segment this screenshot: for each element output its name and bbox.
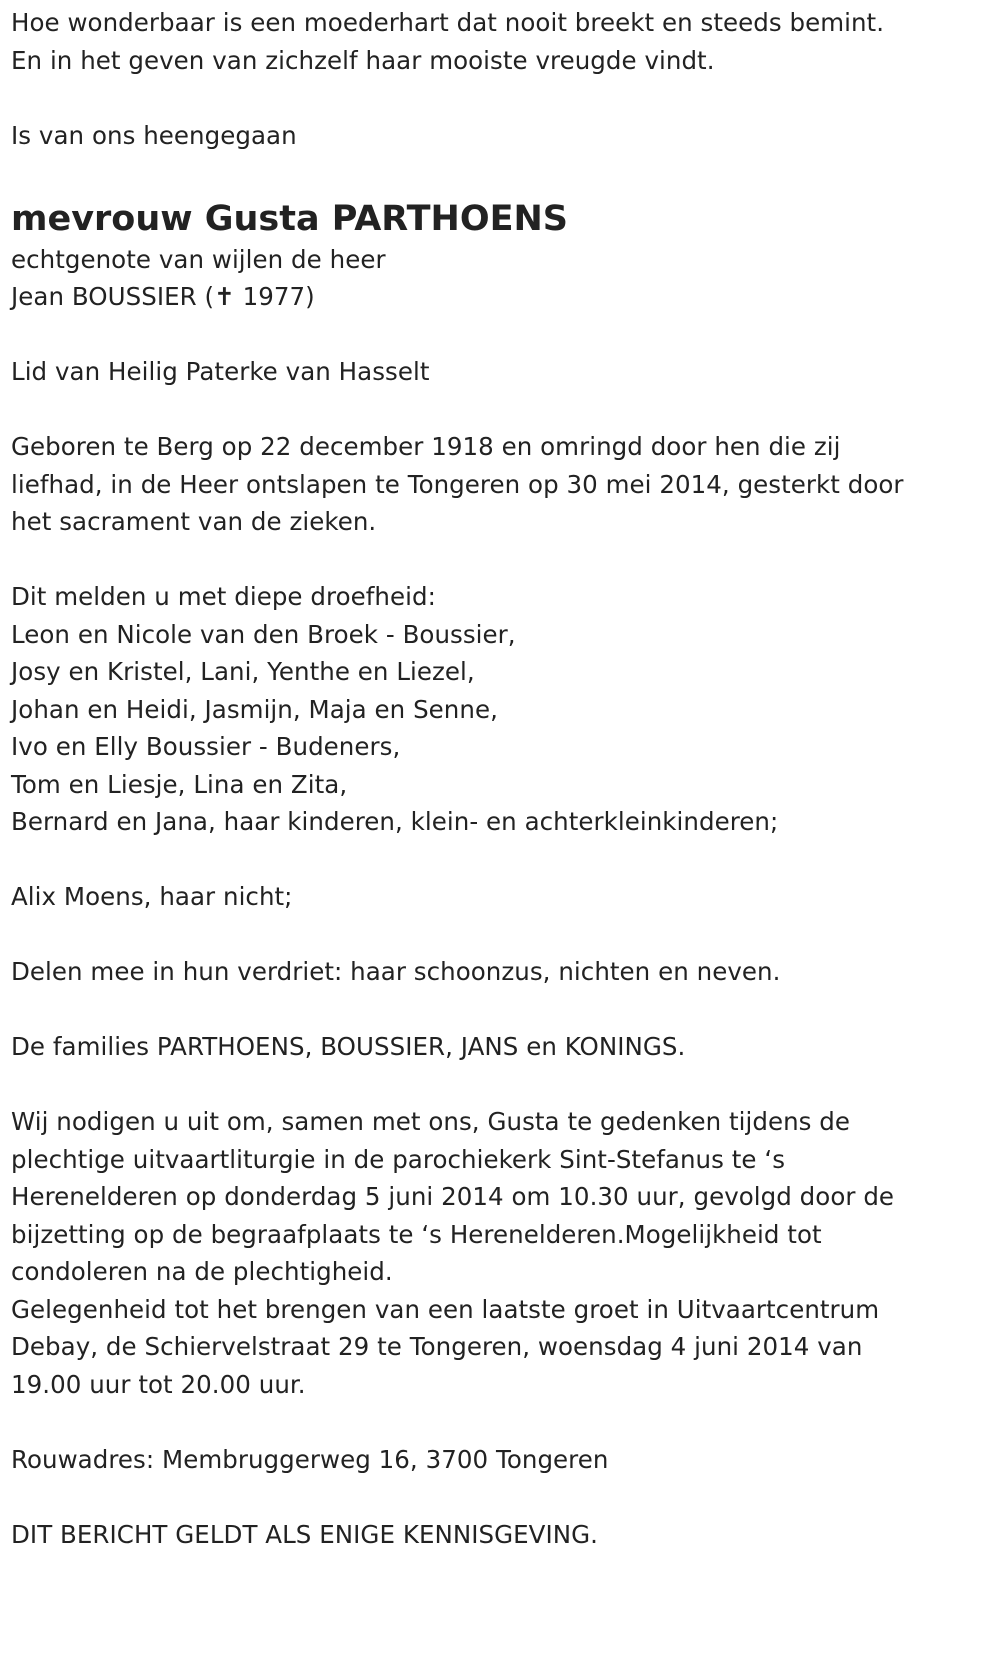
- spacer: [11, 1066, 991, 1104]
- birth-death-line: Geboren te Berg op 22 december 1918 en omringd door hen die zij: [11, 432, 841, 461]
- announcers-heading: Dit melden u met diepe droefheid:: [11, 582, 436, 611]
- announcer-line: Bernard en Jana, haar kinderen, klein- en achterkleinkinderen;: [11, 807, 779, 836]
- spacer: [11, 541, 991, 579]
- announcer-line: Johan en Heidi, Jasmijn, Maja en Senne,: [11, 694, 498, 724]
- ceremony-line: Herenelderen op donderdag 5 juni 2014 om 10.30 uur, gevolgd door de: [11, 1182, 895, 1211]
- spacer: [11, 1403, 991, 1441]
- deceased-relation: echtgenote van wijlen de heer: [11, 244, 386, 274]
- mourning-address: Rouwadres: Membruggerweg 16, 3700 Tongeren: [11, 1444, 609, 1474]
- obituary-notice: [11, 4, 991, 1553]
- announcer-line: Leon en Nicole van den Broek - Boussier,: [11, 619, 516, 649]
- spacer: [11, 391, 991, 429]
- deceased-name: mevrouw Gusta PARTHOENS: [11, 198, 569, 239]
- ceremony-line: condoleren na de plechtigheid.: [11, 1257, 393, 1286]
- birth-death-line: liefhad, in de Heer ontslapen te Tongeren op 30 mei 2014, gesterkt door: [11, 469, 904, 499]
- notice-line: DIT BERICHT GELDT ALS ENIGE KENNISGEVING.: [11, 1519, 599, 1549]
- announcer-line: Tom en Liesje, Lina en Zita,: [11, 769, 348, 799]
- spacer: [11, 79, 991, 117]
- sharing-line: Delen mee in hun verdriet: haar schoonzus, nichten en neven.: [11, 957, 781, 986]
- spacer: [11, 316, 991, 354]
- deceased-spouse: Jean BOUSSIER (✝ 1977): [11, 282, 315, 311]
- birth-death-line: het sacrament van de zieken.: [11, 507, 377, 536]
- spacer: [11, 841, 991, 879]
- spacer: [11, 154, 991, 192]
- ceremony-line: Wij nodigen u uit om, samen met ons, Gusta te gedenken tijdens de: [11, 1107, 851, 1136]
- families-line: De families PARTHOENS, BOUSSIER, JANS en KONINGS.: [11, 1032, 686, 1061]
- intro-text: Is van ons heengegaan: [11, 120, 297, 150]
- ceremony-line: bijzetting op de begraafplaats te ‘s Herenelderen.Mogelijkheid tot: [11, 1219, 822, 1249]
- spacer: [11, 991, 991, 1029]
- visitation-line: 19.00 uur tot 20.00 uur.: [11, 1369, 306, 1399]
- poem-line-1: Hoe wonderbaar is een moederhart dat nooit breekt en steeds bemint.: [11, 8, 885, 37]
- announcer-line: Ivo en Elly Boussier - Budeners,: [11, 732, 401, 761]
- poem-line-2: En in het geven van zichzelf haar mooiste vreugde vindt.: [11, 45, 715, 75]
- visitation-line: Gelegenheid tot het brengen van een laatste groet in Uitvaartcentrum: [11, 1294, 880, 1324]
- niece-line: Alix Moens, haar nicht;: [11, 882, 293, 911]
- announcer-line: Josy en Kristel, Lani, Yenthe en Liezel,: [11, 657, 475, 686]
- ceremony-line: plechtige uitvaartliturgie in de parochiekerk Sint-Stefanus te ‘s: [11, 1144, 786, 1174]
- membership-text: Lid van Heilig Paterke van Hasselt: [11, 357, 430, 386]
- spacer: [11, 1478, 991, 1516]
- visitation-line: Debay, de Schiervelstraat 29 te Tongeren, woensdag 4 juni 2014 van: [11, 1332, 863, 1361]
- spacer: [11, 916, 991, 954]
